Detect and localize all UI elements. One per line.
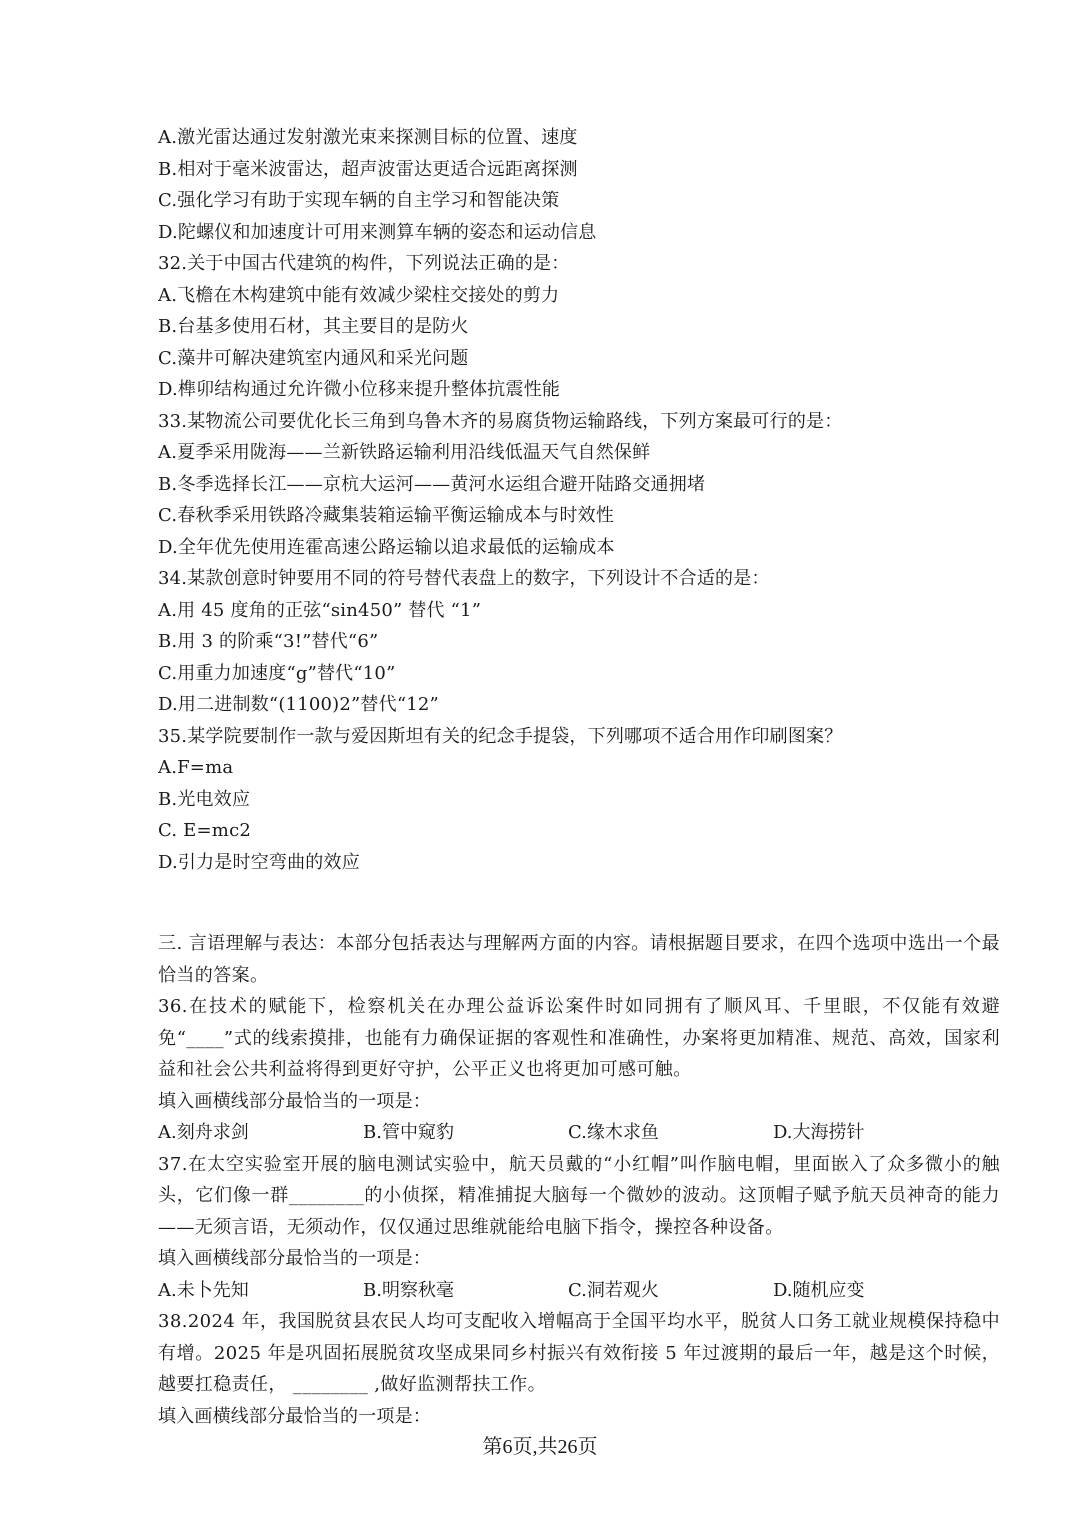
- q37-stem: 37.在太空实验室开展的脑电测试实验中，航天员戴的“小红帽”叫作脑电帽，里面嵌入了众多微小的触头，它们像一群________的小侦探，精准捕捉大脑每一个微妙的波动。这顶帽子赋予航天员神奇的能力——无须言语，无须动作，仅仅通过思维就能给电脑下指令，操控各种设备。: [158, 1153, 1000, 1238]
- q35-option-a: A.F=ma: [158, 757, 234, 778]
- q34-option-d: D.用二进制数“(1100)2”替代“12”: [158, 694, 439, 715]
- q36-option-b: B.管中窥豹: [363, 1122, 454, 1143]
- q32-option-a: A.飞檐在木构建筑中能有效减少梁柱交接处的剪力: [158, 284, 560, 306]
- q34-option-a: A.用 45 度角的正弦“sin450” 替代 “1”: [158, 599, 482, 621]
- q32-stem: 32.关于中国古代建筑的构件，下列说法正确的是：: [158, 253, 570, 274]
- q36-option-d: D.大海捞针: [773, 1122, 865, 1143]
- q37-option-b: B.明察秋毫: [363, 1279, 454, 1301]
- q34-stem: 34.某款创意时钟要用不同的符号替代表盘上的数字，下列设计不合适的是：: [158, 568, 770, 589]
- q35-option-b: B.光电效应: [158, 788, 251, 810]
- q31-option-b: B.相对于毫米波雷达，超声波雷达更适合远距离探测: [158, 158, 578, 180]
- q33-option-a: A.夏季采用陇海——兰新铁路运输利用沿线低温天气自然保鲜: [158, 442, 651, 463]
- q37-option-d: D.随机应变: [773, 1279, 865, 1301]
- q35-option-d: D.引力是时空弯曲的效应: [158, 851, 360, 873]
- q31-option-d: D.陀螺仪和加速度计可用来测算车辆的姿态和运动信息: [158, 221, 597, 243]
- q35-option-c: C. E=mc2: [158, 820, 251, 841]
- q35-stem: 35.某学院要制作一款与爱因斯坦有关的纪念手提袋，下列哪项不适合用作印刷图案？: [158, 725, 843, 747]
- q31-option-a: A.激光雷达通过发射激光束来探测目标的位置、速度: [158, 127, 578, 148]
- q36-options: [158, 1117, 1000, 1149]
- q34-option-c: C.用重力加速度“g”替代“10”: [158, 662, 396, 684]
- q37-prompt: 填入画横线部分最恰当的一项是：: [158, 1248, 431, 1269]
- q38-stem: 38.2024 年，我国脱贫县农民人均可支配收入增幅高于全国平均水平，脱贫人口务工就业规模保持稳中有增。2025 年是巩固拓展脱贫攻坚成果同乡村振兴有效衔接 5 年过渡期的最后一年，越是这个时候，越要扛稳责任， ________ ,做好监测帮扶工作。: [158, 1311, 1000, 1395]
- q32-option-c: C.藻井可解决建筑室内通风和采光问题: [158, 347, 469, 369]
- page-content: [158, 122, 1000, 1432]
- q33-option-d: D.全年优先使用连霍高速公路运输以追求最低的运输成本: [158, 536, 615, 558]
- q37-options: [158, 1275, 1000, 1307]
- q38-prompt: 填入画横线部分最恰当的一项是：: [158, 1405, 431, 1427]
- q33-stem: 33.某物流公司要优化长三角到乌鲁木齐的易腐货物运输路线，下列方案最可行的是：: [158, 410, 843, 432]
- q37-option-a: A.未卜先知: [158, 1279, 249, 1301]
- q36-option-a: A.刻舟求剑: [158, 1122, 249, 1143]
- q32-option-b: B.台基多使用石材，其主要目的是防火: [158, 316, 469, 337]
- q33-option-b: B.冬季选择长江——京杭大运河——黄河水运组合避开陆路交通拥堵: [158, 473, 706, 495]
- q32-option-d: D.榫卯结构通过允许微小位移来提升整体抗震性能: [158, 379, 561, 400]
- q31-option-c: C.强化学习有助于实现车辆的自主学习和智能决策: [158, 190, 560, 211]
- page-number: 第6页,共26页: [482, 1436, 598, 1458]
- q34-option-b: B.用 3 的阶乘“3!”替代“6”: [158, 631, 379, 652]
- q36-prompt: 填入画横线部分最恰当的一项是：: [158, 1090, 431, 1112]
- q36-option-c: C.缘木求鱼: [568, 1122, 659, 1143]
- section-spacer: [158, 878, 1000, 928]
- section-3-intro: 三. 言语理解与表达：本部分包括表达与理解两方面的内容。请根据题目要求，在四个选项中选出一个最恰当的答案。: [158, 933, 1000, 986]
- q36-stem: 36.在技术的赋能下，检察机关在办理公益诉讼案件时如同拥有了顺风耳、千里眼，不仅能有效避免“____”式的线索摸排，也能有力确保证据的客观性和准确性，办案将更加精准、规范、高效，国家利益和社会公共利益将得到更好守护，公平正义也将更加可感可触。: [158, 996, 1000, 1080]
- q33-option-c: C.春秋季采用铁路冷藏集装箱运输平衡运输成本与时效性: [158, 505, 615, 526]
- q37-option-c: C.洞若观火: [568, 1279, 659, 1301]
